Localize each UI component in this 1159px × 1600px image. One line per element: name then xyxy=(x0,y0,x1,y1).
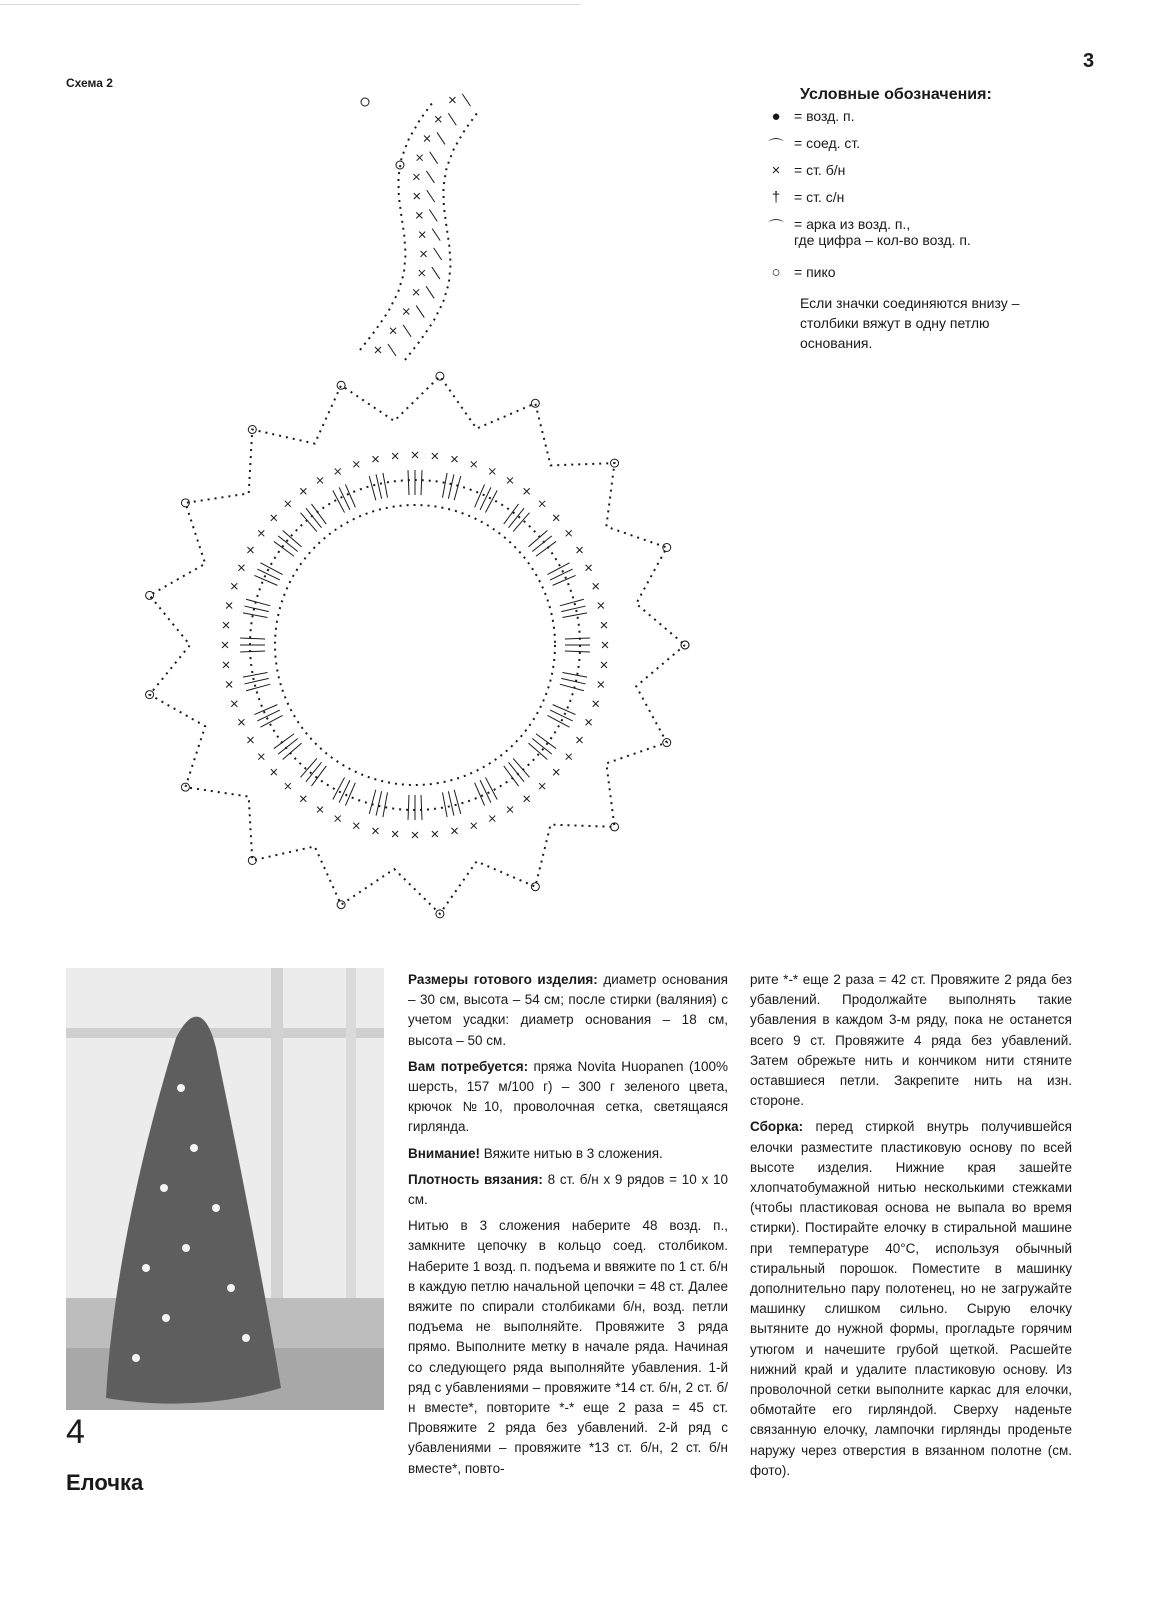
legend-row-picot xyxy=(758,264,1058,291)
tree-photo xyxy=(66,968,384,1410)
text-column-2 xyxy=(750,970,1072,1487)
legend-note: Если значки соединяются внизу – столбики вяжут в одну петлю основания. xyxy=(800,295,1020,351)
legend-text: = ст. б/н xyxy=(794,162,846,178)
top-rule xyxy=(0,4,580,5)
arc-large-icon: ⌒ xyxy=(768,219,784,236)
attention-text: Вяжите нитью в 3 сложения. xyxy=(479,1145,663,1161)
dot-icon: ● xyxy=(771,108,781,125)
scheme-label: Схема 2 xyxy=(66,76,113,90)
sizes-label: Размеры готового изделия: xyxy=(408,972,598,987)
legend-row-dc xyxy=(758,189,1058,216)
legend-row-sc xyxy=(758,162,1058,189)
assembly-paragraph xyxy=(750,1117,1072,1481)
tree-photo-image xyxy=(66,968,384,1410)
legend-text: = пико xyxy=(794,264,836,280)
legend-row-chain xyxy=(758,108,1058,135)
materials-text: пряжа Novita Huopanen (100% шерсть, 157 м/100 г) – 300 г зеленого цвета, крючок №10, проволочная сетка, светящаяся гирлянда. xyxy=(408,1058,728,1135)
legend-text: = арка из возд. п., xyxy=(794,216,911,232)
instructions-paragraph: Нитью в 3 сложения наберите 48 возд. п., замкните цепочку в кольцо соед. столбиком. Наберите 1 возд. п. подъема и ввяжите по 1 ст. б/н в каждую петлю начальной цепочки = 48 ст. Далее вяжите по спирали столбиками б/н, возд. петли подъема не выполняйте. Провяжите 3 ряда прямо. Выполните метку в начале ряда. Начиная со следующего ряда выполняйте убавления. 1-й ряд с убавлениями – провяжите *14 ст. б/н, 2 ст. б/н вместе*, повторите *-* еще 2 раза = 45 ст. Провяжите 2 ряда без убавлений. 2-й ряд с убавлениями – провяжите *13 ст. б/н, 2 ст. б/н вместе*, повто- xyxy=(408,1218,728,1476)
attention-paragraph xyxy=(408,1144,728,1164)
materials-label: Вам потребуется: xyxy=(408,1058,529,1074)
legend-text: = соед. ст. xyxy=(794,135,861,151)
sizes-text: диаметр основания – 30 см, высота – 54 см; после стирки (валяния) с учетом усадки: диаметр основания – 18 см, высота – 50 см. xyxy=(408,972,728,1048)
legend-text-block xyxy=(794,216,971,248)
legend-row-slip xyxy=(758,135,1058,162)
density-label: Плотность вязания: xyxy=(408,1171,543,1187)
legend xyxy=(758,86,1058,353)
legend-row-arch xyxy=(758,216,1058,264)
legend-title: Условные обозначения: xyxy=(800,86,992,103)
instructions-continued: рите *-* еще 2 раза = 42 ст. Провяжите 2 ряда без убавлений. Продолжайте выполнять такие убавления в каждом 3-м ряду, пока не останется всего 9 ст. Провяжите 4 ряда без убавлений. Затем обрежьте нить и кончиком нити стяните оставшиеся петли. Закрепите нить на изн. стороне. xyxy=(750,972,1072,1109)
page-number: 3 xyxy=(1083,50,1095,72)
dagger-icon: † xyxy=(771,189,781,206)
assembly-text: перед стиркой внутрь получившейся елочки разместите пластиковую основу по всей высоте изделия. Нижние края зашейте хлопчатобумажной нитью несколькими стежками (чтобы пластиковая основа не выпала во время стирки). Постирайте елочку в стиральной машине при температуре 40°С, используя обычный стиральный порошок. Поместите в машинку дополнительно пару полотенец, но не загружайте машинку слишком сильно. Сырую елочку вытяните до нужной формы, прогладьте горячим утюгом и начешите грубой щеткой. Расшейте нижний край и удалите пластиковую основу. Из проволочной сетки выполните каркас для елочки, обмотайте его гирляндой. Сверху наденьте связанную елочку, лампочки гирлянды проденьте наружу через отверстия в вязанном полотне (см. фото). xyxy=(750,1119,1072,1478)
sizes-paragraph xyxy=(408,970,728,1051)
cross-icon: × xyxy=(771,162,781,179)
text-column-1 xyxy=(408,970,728,1485)
circle-icon: ○ xyxy=(771,264,781,281)
assembly-label: Сборка: xyxy=(750,1119,804,1135)
legend-text: = ст. с/н xyxy=(794,189,845,205)
density-text: 8 ст. б/н х 9 рядов = 10 х 10 см. xyxy=(408,1171,728,1208)
materials-paragraph xyxy=(408,1057,728,1138)
crochet-diagram xyxy=(60,70,760,955)
legend-text: = возд. п. xyxy=(794,108,855,124)
article-title: Елочка xyxy=(66,1470,144,1495)
density-paragraph xyxy=(408,1170,728,1210)
attention-label: Внимание! xyxy=(408,1145,480,1161)
arc-small-icon: ⌒ xyxy=(768,138,784,155)
article-number: 4 xyxy=(66,1413,85,1451)
legend-text-2: где цифра – кол-во возд. п. xyxy=(794,232,971,248)
